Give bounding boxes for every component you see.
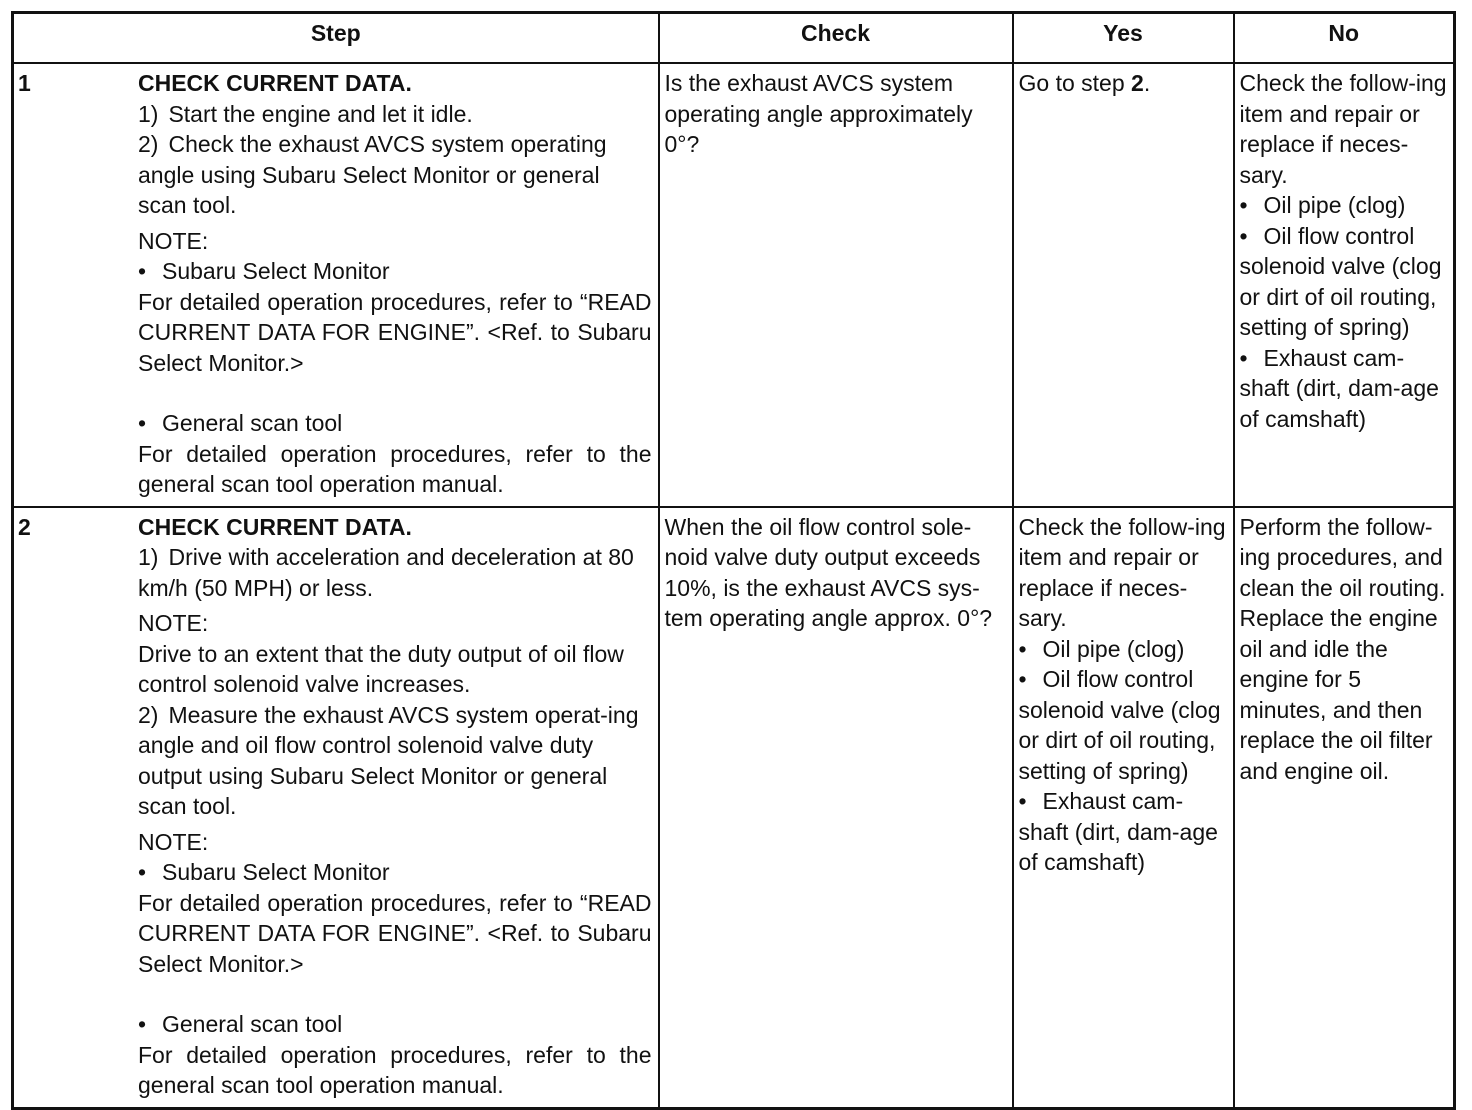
substep xyxy=(138,99,652,130)
step-number: 2 xyxy=(18,513,31,540)
no-action: Perform the follow-ing procedures, and clean the oil routing. Replace the engine oil and idle the engine for 5 minutes, and then replace the oil filter and engine oil. xyxy=(1239,513,1446,784)
list-item-text: Oil pipe (clog) xyxy=(1263,192,1406,218)
yes-cell xyxy=(1013,507,1234,1109)
note-label: NOTE: xyxy=(138,227,209,254)
bullet-icon: • xyxy=(1018,635,1027,662)
step-cell xyxy=(13,63,659,507)
bullet-icon: • xyxy=(138,258,147,284)
substep xyxy=(138,129,652,221)
bullet-item xyxy=(138,408,652,439)
header-row xyxy=(13,13,1455,64)
list-item-text: Oil flow control solenoid valve (clog or dirt of oil routing, setting of spring) xyxy=(1239,222,1442,340)
bullet-label: Subaru Select Monitor xyxy=(162,859,390,885)
step-title: CHECK CURRENT DATA. xyxy=(138,513,412,540)
substep-number: 1) xyxy=(138,100,159,127)
yes-text-end: . xyxy=(1143,70,1151,96)
list-item xyxy=(1240,343,1449,435)
check-cell xyxy=(659,63,1013,507)
bullet-item xyxy=(138,256,652,287)
troubleshooting-sheet xyxy=(11,11,1453,1110)
table-row xyxy=(13,63,1455,507)
bullet-item xyxy=(138,1009,652,1040)
yes-intro: Check the follow-ing item and repair or replace if neces-sary. xyxy=(1018,513,1226,631)
bullet-icon: • xyxy=(138,859,147,885)
substep-text: Drive with acceleration and deceleration at 80 km/h (50 MPH) or less. xyxy=(138,544,634,601)
bullet-label: General scan tool xyxy=(162,1011,343,1037)
bullet-description: For detailed operation procedures, refer to “READ CURRENT DATA FOR ENGINE”. <Ref. to Subaru Select Monitor.> xyxy=(138,288,652,376)
bullet-description: For detailed operation procedures, refer to the general scan tool operation manual. xyxy=(138,440,652,497)
substep-text: Start the engine and let it idle. xyxy=(168,100,473,127)
note-label: NOTE: xyxy=(138,828,209,855)
list-item xyxy=(1240,221,1449,343)
diagnostic-table xyxy=(11,11,1456,1110)
yes-action xyxy=(1019,68,1228,99)
header-check: Check xyxy=(659,13,1013,64)
check-cell xyxy=(659,507,1013,1109)
list-item-text: Oil pipe (clog) xyxy=(1042,635,1185,662)
substep-text: Check the exhaust AVCS system operating angle using Subaru Select Monitor or general scan tool. xyxy=(138,131,607,218)
note-label: NOTE: xyxy=(138,610,209,636)
substep-number: 2) xyxy=(138,701,159,728)
step-body xyxy=(138,512,654,1101)
substep-number: 1) xyxy=(138,544,159,570)
step-reference: 2 xyxy=(1131,70,1144,96)
list-item xyxy=(1019,634,1228,665)
step-title: CHECK CURRENT DATA. xyxy=(138,70,412,96)
bullet-icon: • xyxy=(138,1011,147,1037)
note-text: Drive to an extent that the duty output of oil flow control solenoid valve increases. xyxy=(138,640,624,697)
header-step: Step xyxy=(13,13,659,64)
substep xyxy=(138,542,652,603)
bullet-item xyxy=(138,857,652,888)
bullet-label: Subaru Select Monitor xyxy=(162,258,390,284)
bullet-icon: • xyxy=(1239,222,1248,249)
bullet-icon: • xyxy=(1239,192,1248,218)
yes-cell xyxy=(1013,63,1234,507)
bullet-icon: • xyxy=(138,410,147,436)
bullet-icon: • xyxy=(1239,344,1248,371)
header-yes: Yes xyxy=(1013,13,1234,64)
no-intro: Check the follow-ing item and repair or replace if neces-sary. xyxy=(1239,70,1447,188)
bullet-description: For detailed operation procedures, refer to “READ CURRENT DATA FOR ENGINE”. <Ref. to Subaru Select Monitor.> xyxy=(138,889,652,977)
substep-text: Measure the exhaust AVCS system operat-ing angle and oil flow control solenoid valve duty output using Subaru Select Monitor or general scan tool. xyxy=(138,701,639,819)
bullet-icon: • xyxy=(1018,666,1027,692)
list-item xyxy=(1019,664,1228,786)
list-item xyxy=(1240,190,1449,221)
yes-text: Go to step xyxy=(1018,70,1132,96)
step-cell xyxy=(13,507,659,1109)
substep xyxy=(138,700,652,822)
bullet-description: For detailed operation procedures, refer to the general scan tool operation manual. xyxy=(138,1041,652,1098)
check-question: When the oil flow control sole-noid valve duty output exceeds 10%, is the exhaust AVCS sys-tem operating angle approx. 0°? xyxy=(664,513,993,631)
step-body xyxy=(138,68,654,500)
no-cell xyxy=(1234,63,1455,507)
list-item-text: Oil flow control solenoid valve (clog or dirt of oil routing, setting of spring) xyxy=(1018,666,1221,784)
list-item-text: Exhaust cam-shaft (dirt, dam-age of camshaft) xyxy=(1018,788,1218,875)
bullet-icon: • xyxy=(1018,788,1027,814)
bullet-label: General scan tool xyxy=(162,410,343,436)
substep-number: 2) xyxy=(138,131,159,157)
step-number: 1 xyxy=(18,70,31,96)
list-item xyxy=(1019,786,1228,878)
header-no: No xyxy=(1234,13,1455,64)
table-row xyxy=(13,507,1455,1109)
list-item-text: Exhaust cam-shaft (dirt, dam-age of camshaft) xyxy=(1239,344,1439,432)
check-question: Is the exhaust AVCS system operating angle approximately 0°? xyxy=(664,70,973,157)
no-cell xyxy=(1234,507,1455,1109)
